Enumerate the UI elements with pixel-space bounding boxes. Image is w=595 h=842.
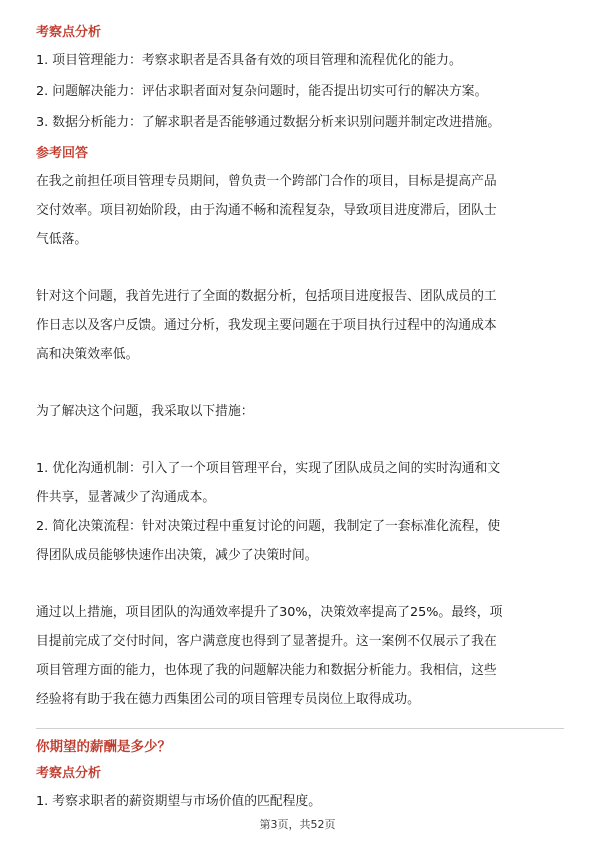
- measure-line: 件共享，显著减少了沟通成本。: [36, 490, 216, 505]
- question-title: 你期望的薪酬是多少？: [36, 739, 171, 755]
- answer-line: 在我之前担任项目管理专员期间，曾负责一个跨部门合作的项目，目标是提高产品: [36, 174, 497, 189]
- answer-line: 为了解决这个问题，我采取以下措施：: [36, 404, 254, 419]
- answer-line: 高和决策效率低。: [36, 347, 139, 362]
- analysis-item: 3. 数据分析能力：了解求职者是否能够通过数据分析来识别问题并制定改进措施。: [36, 115, 501, 130]
- measure-line: 得团队成员能够快速作出决策，减少了决策时间。: [36, 548, 318, 563]
- analysis-item: 1. 项目管理能力：考察求职者是否具备有效的项目管理和流程优化的能力。: [36, 53, 462, 68]
- answer-line: 目提前完成了交付时间，客户满意度也得到了显著提升。这一案例不仅展示了我在: [36, 634, 497, 649]
- analysis-item: 2. 问题解决能力：评估求职者面对复杂问题时，能否提出切实可行的解决方案。: [36, 84, 488, 99]
- analysis-item: 1. 考察求职者的薪资期望与市场价值的匹配程度。: [36, 794, 322, 809]
- answer-line: 气低落。: [36, 232, 88, 247]
- section-heading-answer: 参考回答: [36, 146, 89, 161]
- section-heading-analysis: 考察点分析: [36, 25, 102, 40]
- answer-line: 针对这个问题，我首先进行了全面的数据分析，包括项目进度报告、团队成员的工: [36, 289, 497, 304]
- page-number: 第3页，共52页: [259, 818, 336, 831]
- measure-line: 2. 简化决策流程：针对决策过程中重复讨论的问题，我制定了一套标准化流程，使: [36, 519, 501, 534]
- answer-line: 作日志以及客户反馈。通过分析，我发现主要问题在于项目执行过程中的沟通成本: [36, 318, 497, 333]
- answer-line: 经验将有助于我在德力西集团公司的项目管理专员岗位上取得成功。: [36, 692, 420, 707]
- answer-line: 交付效率。项目初始阶段，由于沟通不畅和流程复杂，导致项目进度滞后，团队士: [36, 203, 497, 218]
- measure-line: 1. 优化沟通机制：引入了一个项目管理平台，实现了团队成员之间的实时沟通和文: [36, 461, 501, 476]
- section-divider: [36, 728, 564, 729]
- section-heading-analysis: 考察点分析: [36, 766, 102, 781]
- answer-line: 通过以上措施，项目团队的沟通效率提升了30%，决策效率提高了25%。最终，项: [36, 605, 503, 620]
- answer-line: 项目管理方面的能力，也体现了我的问题解决能力和数据分析能力。我相信，这些: [36, 663, 497, 678]
